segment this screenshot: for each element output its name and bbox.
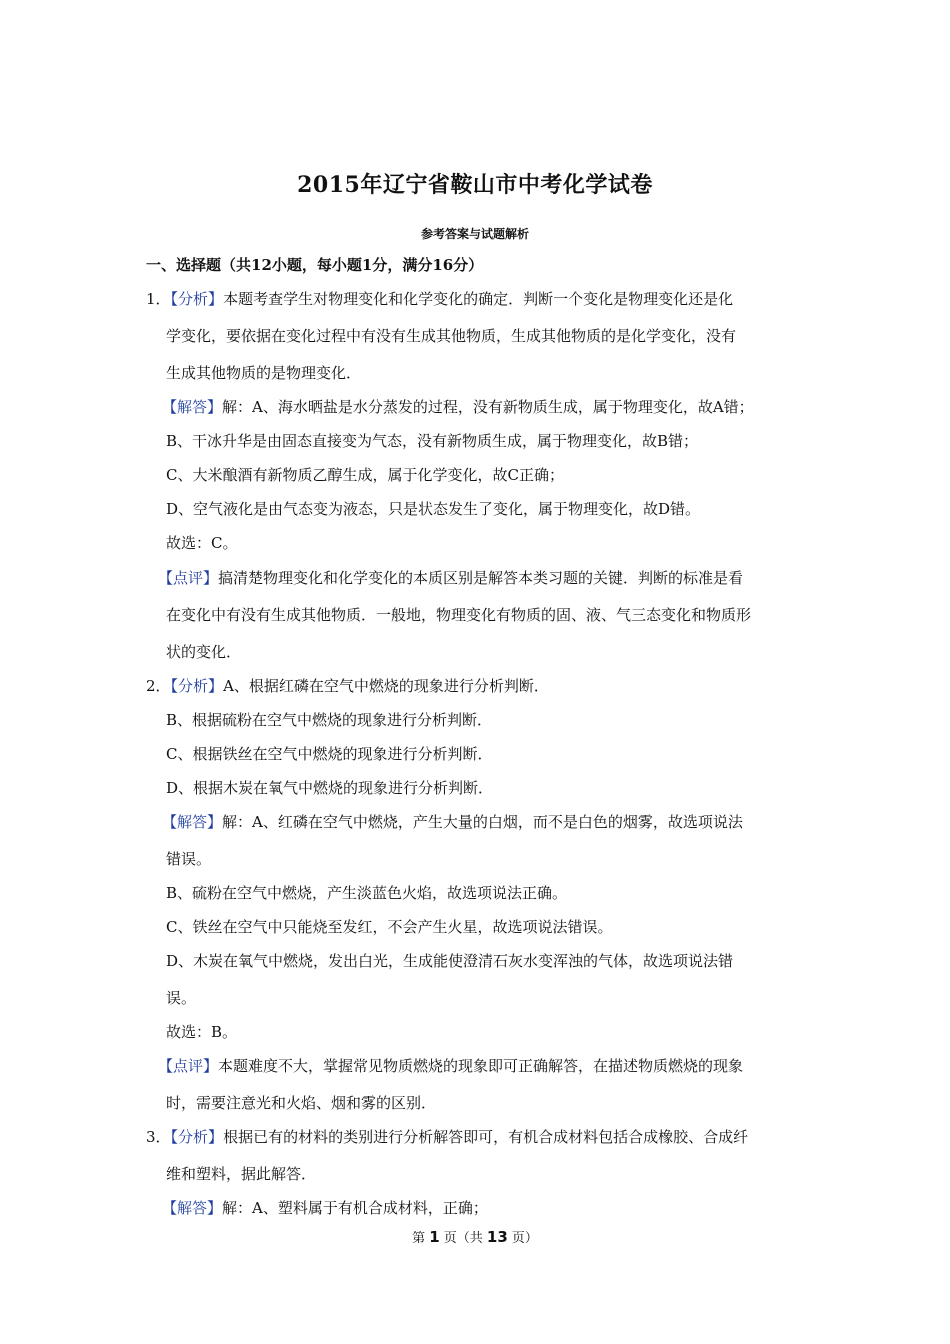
question-2-analysis-line (146, 676, 549, 696)
answer-text: D、空气液化是由气态变为液态，只是状态发生了变化，属于物理变化，故D错。 (166, 500, 701, 518)
answer-tag: 【解答】 (162, 398, 223, 416)
comment-text: 在变化中有没有生成其他物质．一般地，物理变化有物质的固、液、气三态变化和物质形 (166, 606, 752, 624)
answer-text: 解：A、海水晒盐是水分蒸发的过程，没有新物质生成，属于物理变化，故A错； (222, 398, 754, 416)
comment-tag: 【点评】 (158, 1057, 219, 1075)
answer-text: 错误。 (166, 850, 212, 868)
answer-text: 故选：B。 (166, 1023, 238, 1041)
answer-text: B、干冰升华是由固态直接变为气态，没有新物质生成，属于物理变化，故B错； (166, 432, 699, 450)
page-footer (0, 1227, 950, 1246)
answer-text: C、铁丝在空气中只能烧至发红，不会产生火星，故选项说法错误。 (166, 918, 613, 936)
footer-prefix: 第 (412, 1231, 430, 1246)
question-3-answer-line (162, 1198, 488, 1218)
question-3-analysis-line (146, 1127, 748, 1147)
answer-tag: 【解答】 (162, 1199, 223, 1217)
answer-tag: 【解答】 (162, 813, 223, 831)
analysis-text: C、根据铁丝在空气中燃烧的现象进行分析判断． (166, 745, 493, 763)
analysis-tag: 【分析】 (170, 1128, 224, 1146)
comment-text: 本题难度不大，掌握常见物质燃烧的现象即可正确解答，在描述物质燃烧的现象 (218, 1057, 744, 1075)
analysis-text: 学变化，要依据在变化过程中有没有生成其他物质，生成其他物质的是化学变化，没有 (166, 327, 737, 345)
analysis-text: 根据已有的材料的类别进行分析解答即可，有机合成材料包括合成橡胶、合成纤 (223, 1128, 749, 1146)
page-title: 2015年辽宁省鞍山市中考化学试卷 (297, 172, 653, 198)
footer-middle: 页（共 (439, 1231, 487, 1246)
answer-text: 解：A、红磷在空气中燃烧，产生大量的白烟，而不是白色的烟雾，故选项说法 (222, 813, 743, 831)
question-number: 3． (146, 1128, 171, 1146)
analysis-text: 生成其他物质的是物理变化． (166, 364, 362, 382)
question-1-comment-line (158, 568, 743, 588)
analysis-tag: 【分析】 (170, 677, 224, 695)
question-1-analysis-line (146, 289, 733, 309)
question-1-answer-line (162, 397, 754, 417)
analysis-text: 维和塑料，据此解答． (166, 1165, 317, 1183)
analysis-text: B、根据硫粉在空气中燃烧的现象进行分析判断． (166, 711, 493, 729)
analysis-tag: 【分析】 (170, 290, 224, 308)
answer-text: 解：A、塑料属于有机合成材料，正确； (222, 1199, 488, 1217)
current-page-number: 1 (429, 1228, 440, 1246)
answer-text: B、硫粉在空气中燃烧，产生淡蓝色火焰，故选项说法正确。 (166, 884, 568, 902)
answer-text: 故选：C。 (166, 534, 238, 552)
comment-text: 时，需要注意光和火焰、烟和雾的区别． (166, 1094, 437, 1112)
section-heading: 一、选择题（共12小题，每小题1分，满分16分） (146, 256, 484, 274)
question-2-answer-line (162, 812, 743, 832)
question-number: 1． (146, 290, 171, 308)
comment-tag: 【点评】 (158, 569, 219, 587)
page-subtitle: 参考答案与试题解析 (420, 227, 529, 241)
analysis-text: D、根据木炭在氧气中燃烧的现象进行分析判断． (166, 779, 494, 797)
comment-text: 状的变化． (166, 643, 242, 661)
answer-text: D、木炭在氧气中燃烧，发出白光，生成能使澄清石灰水变浑浊的气体，故选项说法错 (166, 952, 734, 970)
question-number: 2． (146, 677, 171, 695)
footer-suffix: 页） (507, 1231, 538, 1246)
analysis-text: 本题考查学生对物理变化和化学变化的确定．判断一个变化是物理变化还是化 (223, 290, 734, 308)
answer-text: 误。 (166, 989, 197, 1007)
analysis-text: A、根据红磷在空气中燃烧的现象进行分析判断． (223, 677, 549, 695)
question-2-comment-line (158, 1056, 743, 1076)
comment-text: 搞清楚物理变化和化学变化的本质区别是解答本类习题的关键．判断的标准是看 (218, 569, 744, 587)
answer-text: C、大米酿酒有新物质乙醇生成，属于化学变化，故C正确； (166, 466, 564, 484)
total-page-count: 13 (486, 1228, 508, 1246)
